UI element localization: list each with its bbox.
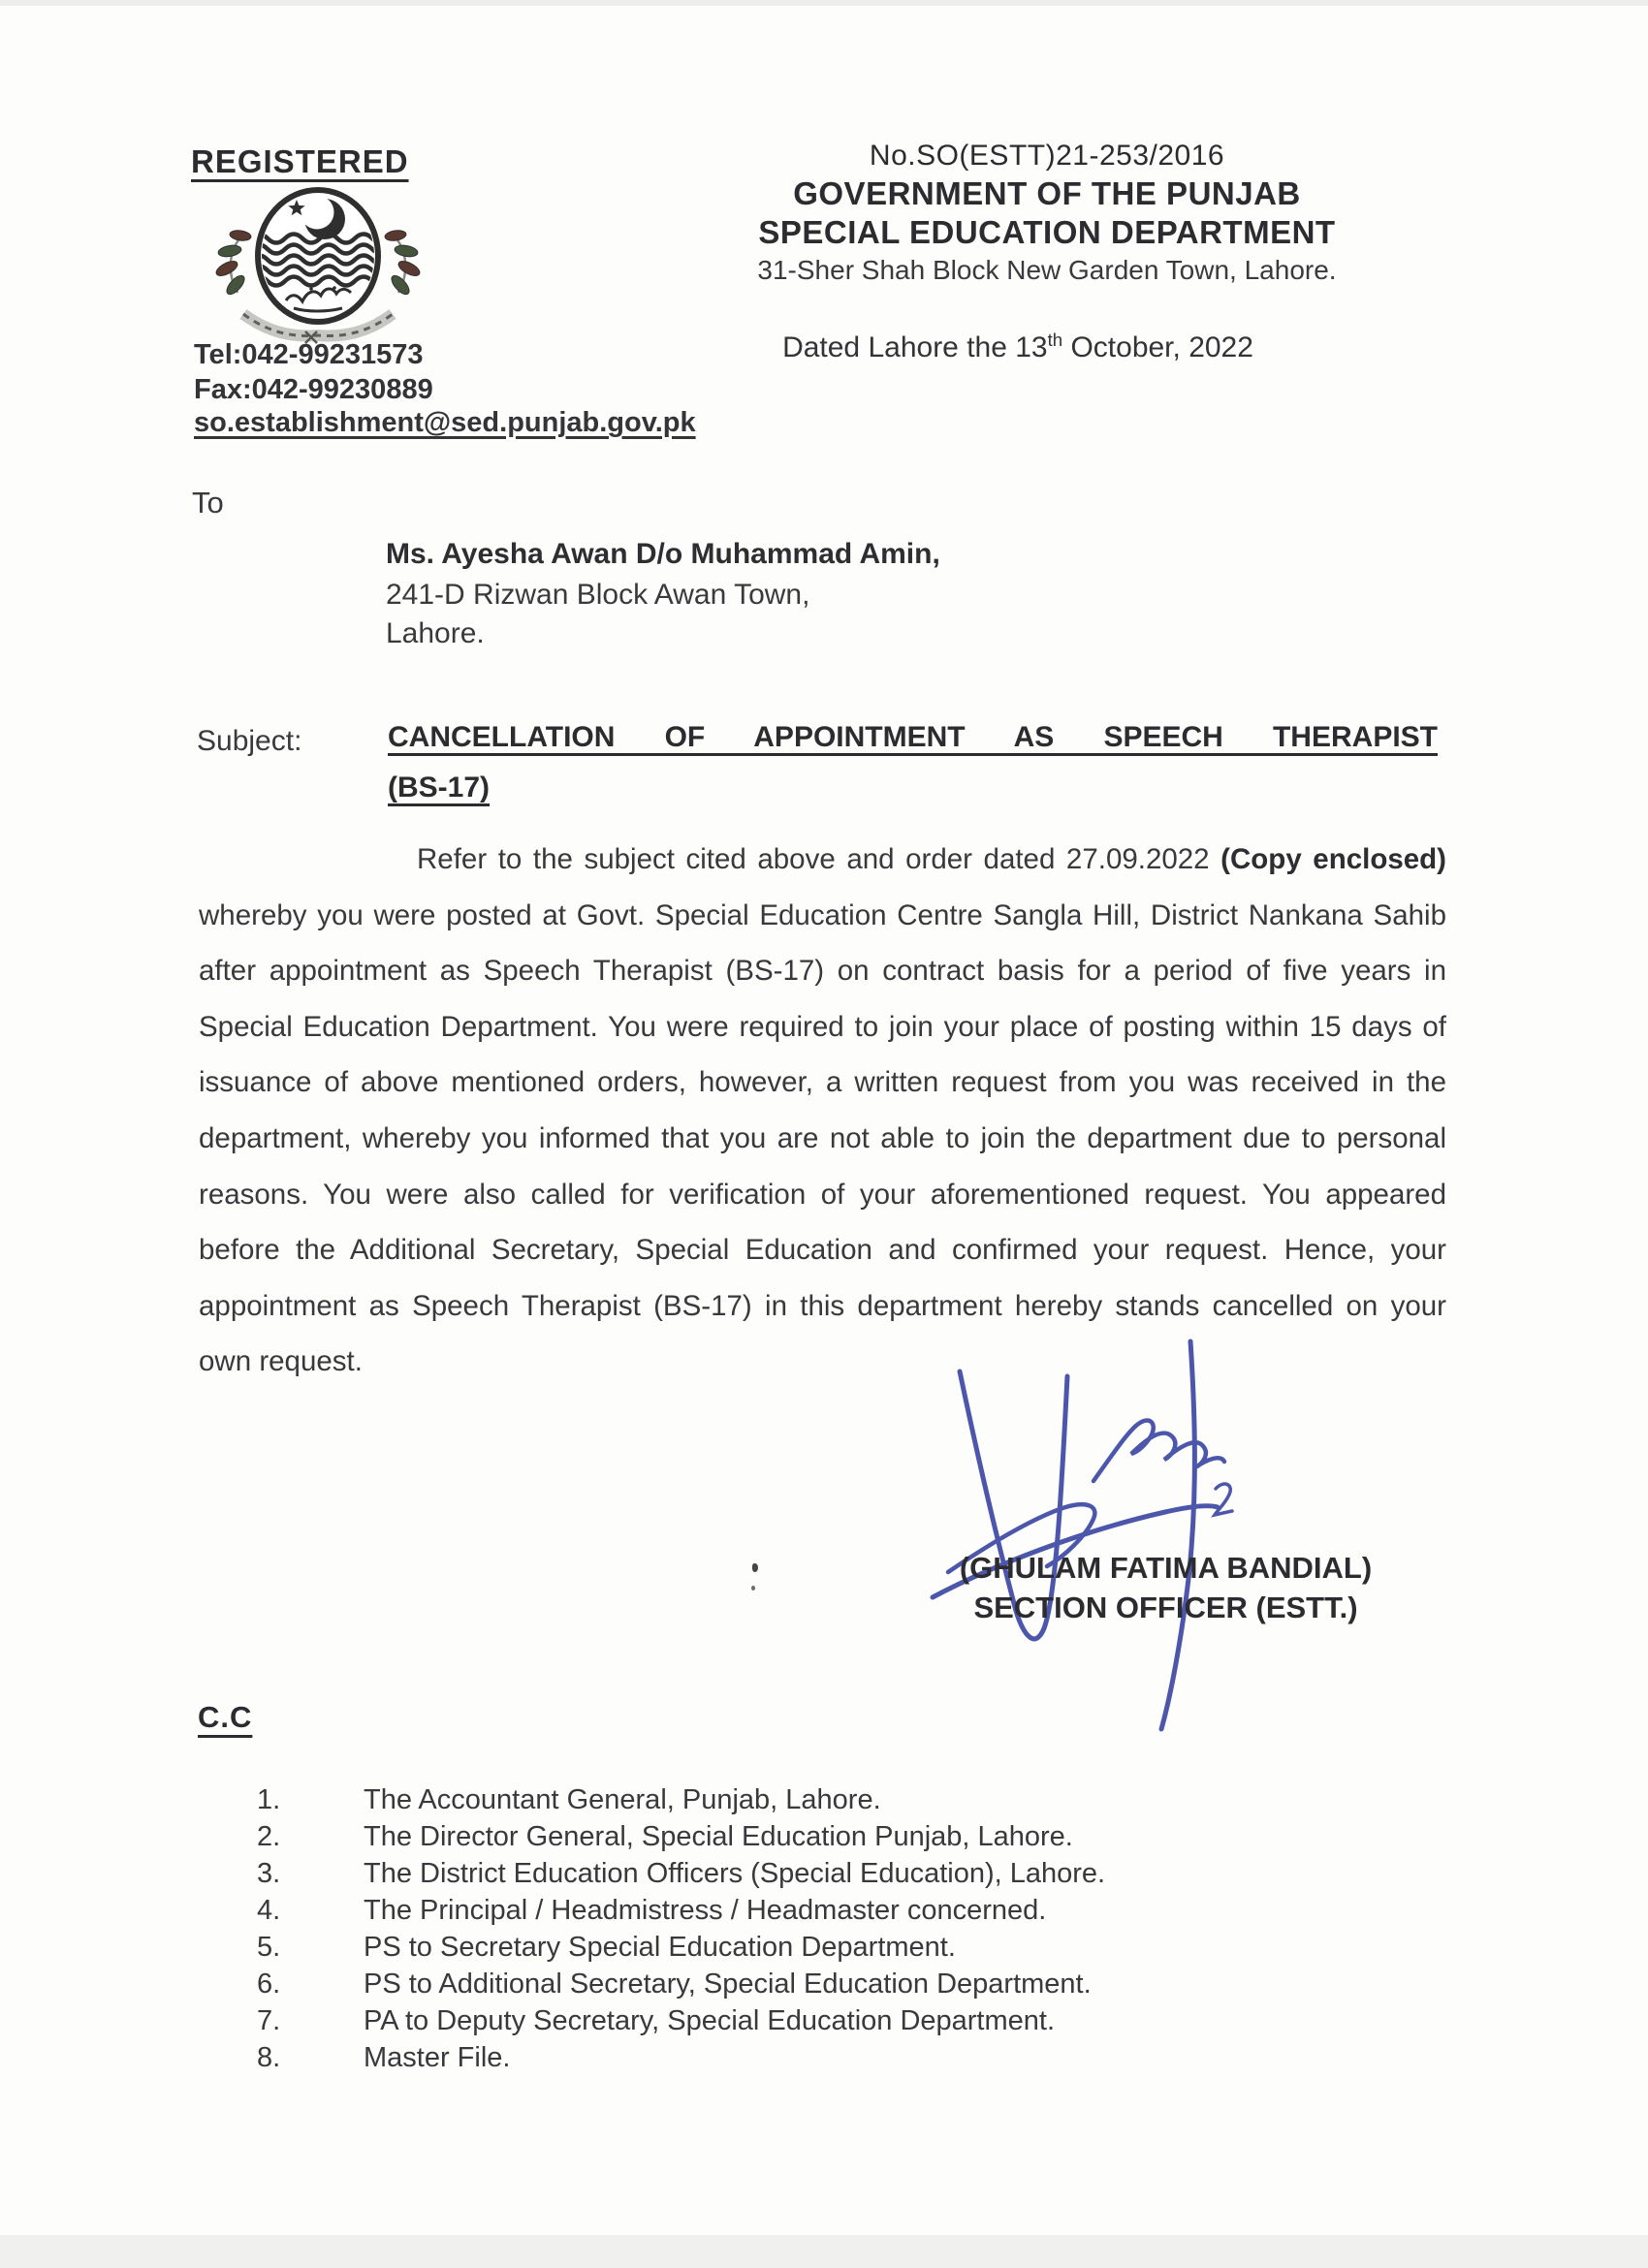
email-address: so.establishment@sed.punjab.gov.pk	[194, 407, 696, 438]
recipient-address-line1: 241-D Rizwan Block Awan Town,	[386, 579, 810, 611]
subject-line1-text: CANCELLATION OF APPOINTMENT AS SPEECH THERAPIST	[388, 721, 1438, 753]
subject-label: Subject:	[197, 725, 302, 757]
cc-item-number: 6.	[257, 1969, 281, 2000]
body-text-1: Refer to the subject cited above and order dated 27.09.2022	[417, 843, 1221, 875]
cc-item-number: 2.	[257, 1821, 281, 1852]
cc-item	[257, 1781, 1459, 1818]
department-line: SPECIAL EDUCATION DEPARTMENT	[758, 214, 1336, 250]
signatory-title: SECTION OFFICER (ESTT.)	[973, 1591, 1358, 1624]
cc-item-text: The Director General, Special Education Punjab, Lahore.	[364, 1821, 1073, 1852]
government-line: GOVERNMENT OF THE PUNJAB	[793, 175, 1301, 211]
office-address: 31-Sher Shah Block New Garden Town, Lahore.	[757, 255, 1337, 285]
cc-item-text: PS to Additional Secretary, Special Education Department.	[364, 1969, 1092, 2000]
fax-number: Fax:042-99230889	[194, 374, 433, 405]
scan-artifact-speck	[751, 1586, 755, 1591]
cc-item-text: PA to Deputy Secretary, Special Education Department.	[364, 2005, 1056, 2036]
body-paragraph	[199, 832, 1446, 1390]
scan-edge-top	[0, 0, 1648, 6]
cc-item	[257, 2039, 1459, 2076]
cc-list	[257, 1781, 1459, 2076]
reference-number: No.SO(ESTT)21-253/2016	[869, 140, 1225, 172]
punjab-government-crest-logo	[197, 178, 439, 348]
cc-item-number: 1.	[257, 1784, 281, 1815]
cc-item-number: 4.	[257, 1895, 281, 1926]
cc-item	[257, 2002, 1459, 2039]
date-line	[746, 330, 1289, 364]
to-label: To	[192, 486, 224, 520]
recipient-address-line2: Lahore.	[386, 617, 485, 649]
cc-item	[257, 1966, 1459, 2002]
scan-edge-bottom	[0, 2235, 1648, 2268]
date-prefix: Dated Lahore the 13	[782, 331, 1048, 363]
cc-item	[257, 1818, 1459, 1855]
signatory-name: (GHULAM FATIMA BANDIAL)	[959, 1551, 1373, 1585]
cc-item-text: The Accountant General, Punjab, Lahore.	[364, 1784, 881, 1815]
cc-heading: C.C	[198, 1700, 253, 1734]
scan-artifact-speck	[752, 1563, 758, 1572]
recipient-name: Ms. Ayesha Awan D/o Muhammad Amin,	[386, 538, 940, 570]
cc-item-number: 7.	[257, 2005, 281, 2036]
cc-item-text: The District Education Officers (Special Education), Lahore.	[364, 1858, 1106, 1889]
subject-line2: (BS-17)	[388, 772, 491, 803]
cc-item-text: Master File.	[364, 2042, 511, 2073]
letterhead	[717, 140, 1377, 286]
registered-label: REGISTERED	[191, 143, 409, 179]
cc-item-number: 5.	[257, 1932, 281, 1963]
subject-line1	[388, 721, 1438, 754]
telephone-number: Tel:042-99231573	[194, 339, 424, 370]
date-ordinal-superscript: th	[1047, 330, 1063, 350]
cc-item-text: The Principal / Headmistress / Headmaster concerned.	[364, 1895, 1047, 1926]
cc-item	[257, 1855, 1459, 1892]
cc-item-number: 8.	[257, 2042, 281, 2073]
body-text-bold: (Copy enclosed)	[1220, 843, 1447, 875]
date-suffix: October, 2022	[1062, 331, 1253, 363]
body-text-2: whereby you were posted at Govt. Special Education Centre Sangla Hill, District Nankana Sahib after appointment as Speech Therapist (BS-17) on contract basis for a period of five years in Special Education Department. You were required to join your place of posting within 15 days of issuance of above mentioned orders, however, a written request from you was received in the department, whereby you informed that you are not able to join the department due to personal reasons. You were also called for verification of your aforementioned request. You appeared before the Additional Secretary, Special Education and confirmed your request. Hence, your appointment as Speech Therapist (BS-17) in this department hereby stands cancelled on your own request.	[199, 898, 1446, 1378]
cc-item-number: 3.	[257, 1858, 281, 1889]
cc-item	[257, 1929, 1459, 1966]
cc-item-text: PS to Secretary Special Education Department.	[364, 1932, 956, 1963]
cc-item	[257, 1892, 1459, 1929]
